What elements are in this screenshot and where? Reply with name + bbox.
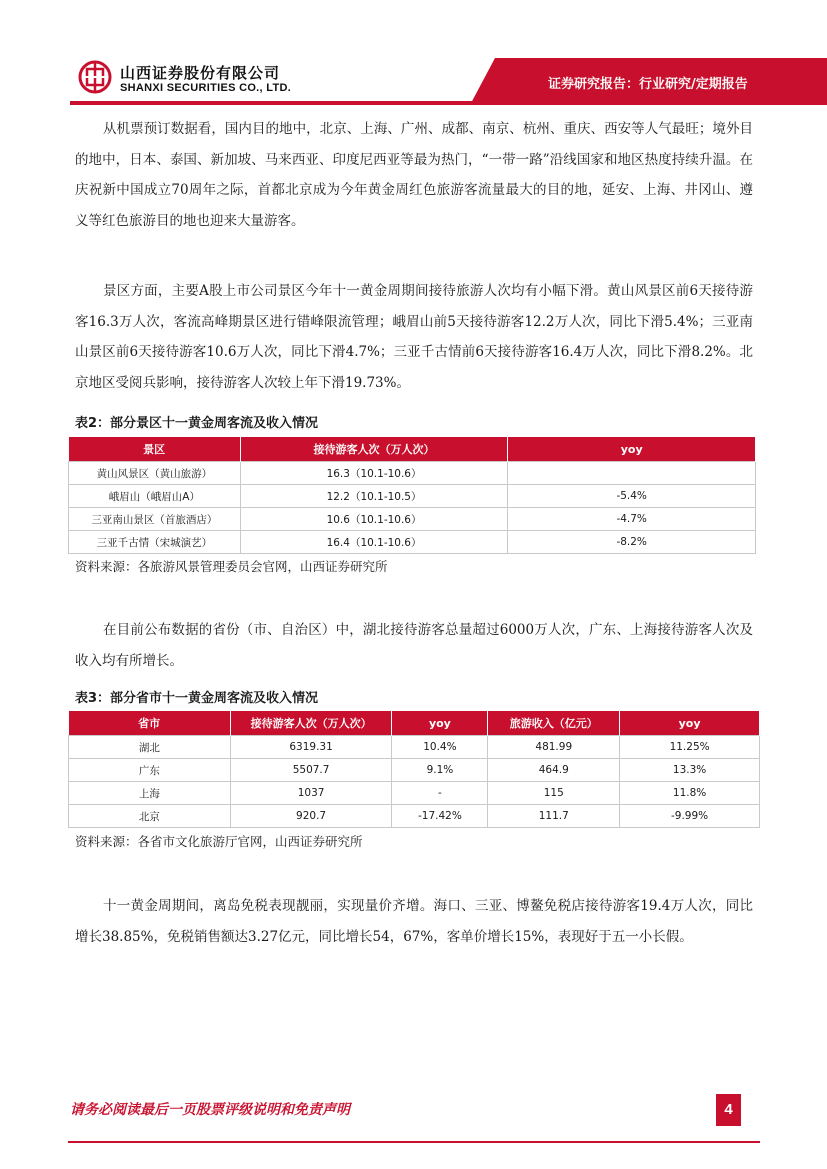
table-cell: 111.7 (488, 805, 620, 828)
table-header-cell: 旅游收入（亿元） (488, 711, 620, 736)
table-cell: 黄山风景区（黄山旅游） (69, 462, 241, 485)
table-cell: 1037 (230, 782, 392, 805)
table-cell: 峨眉山（峨眉山A） (69, 485, 241, 508)
table-header-cell: 接待游客人次（万人次） (240, 437, 508, 462)
table-cell: -5.4% (508, 485, 756, 508)
footer-divider (68, 1141, 760, 1143)
table-header-cell: yoy (508, 437, 756, 462)
table-cell: -9.99% (620, 805, 760, 828)
province-table (68, 711, 760, 828)
paragraph-scenic-spots: 景区方面，主要A股上市公司景区今年十一黄金周期间接待旅游人次均有小幅下滑。黄山风景区前6天接待游客16.3万人次，客流高峰期景区进行错峰限流管理；峨眉山前5天接待游客12.2万人次，同比下滑5.4%；三亚南山景区前6天接待游客10.6万人次，同比下滑4.7%；三亚千古情前6天接待游客16.4万人次，同比下滑8.2%。北京地区受阅兵影响，接待游客人次较上年下滑19.73%。 (75, 283, 753, 391)
table-row (69, 531, 756, 554)
table-cell: 11.25% (620, 736, 760, 759)
table-row (69, 462, 756, 485)
table-header-cell: 省市 (69, 711, 231, 736)
table3-source: 资料来源：各省市文化旅游厅官网，山西证券研究所 (75, 834, 363, 849)
table-header-row (69, 437, 756, 462)
table-cell: 三亚千古情（宋城演艺） (69, 531, 241, 554)
table-row (69, 782, 760, 805)
table-cell: 115 (488, 782, 620, 805)
table-header-cell: 接待游客人次（万人次） (230, 711, 392, 736)
table-cell: 10.4% (392, 736, 488, 759)
company-logo-icon (78, 60, 112, 94)
table-header-cell: yoy (392, 711, 488, 736)
table-cell: 6319.31 (230, 736, 392, 759)
table-header-row (69, 711, 760, 736)
table3-caption: 表3：部分省市十一黄金周客流及收入情况 (75, 691, 319, 706)
table2-source: 资料来源：各旅游风景管理委员会官网，山西证券研究所 (75, 559, 388, 574)
table-cell: 上海 (69, 782, 231, 805)
table-cell: 北京 (69, 805, 231, 828)
table-cell: 10.6（10.1-10.6） (240, 508, 508, 531)
table-cell: 湖北 (69, 736, 231, 759)
table-cell: 广东 (69, 759, 231, 782)
table-cell (508, 462, 756, 485)
paragraph-duty-free: 十一黄金周期间，离岛免税表现靓丽，实现量价齐增。海口、三亚、博鳌免税店接待游客19.4万人次，同比增长38.85%，免税销售额达3.27亿元，同比增长54，67%，客单价增长15%，表现好于五一小长假。 (75, 898, 753, 945)
paragraph-destinations: 从机票预订数据看，国内目的地中，北京、上海、广州、成都、南京、杭州、重庆、西安等人气最旺；境外目的地中，日本、泰国、新加坡、马来西亚、印度尼西亚等最为热门，“一带一路”沿线国家和地区热度持续升温。在庆祝新中国成立70周年之际，首都北京成为今年黄金周红色旅游客流量最大的目的地，延安、上海、井冈山、遵义等红色旅游目的地也迎来大量游客。 (75, 121, 753, 229)
table-cell: - (392, 782, 488, 805)
table-cell: 9.1% (392, 759, 488, 782)
table-row (69, 759, 760, 782)
table-row (69, 805, 760, 828)
table-row (69, 508, 756, 531)
table-cell: 481.99 (488, 736, 620, 759)
table-cell: 13.3% (620, 759, 760, 782)
table-cell: 16.3（10.1-10.6） (240, 462, 508, 485)
company-name-cn: 山西证券股份有限公司 (120, 64, 281, 82)
table-header-cell: 景区 (69, 437, 241, 462)
table-cell: 11.8% (620, 782, 760, 805)
table-cell: 三亚南山景区（首旅酒店） (69, 508, 241, 531)
table-cell: -8.2% (508, 531, 756, 554)
table-cell: -4.7% (508, 508, 756, 531)
table-cell: 16.4（10.1-10.6） (240, 531, 508, 554)
table-cell: 920.7 (230, 805, 392, 828)
table-header-cell: yoy (620, 711, 760, 736)
company-name-en: SHANXI SECURITIES CO., LTD. (120, 82, 292, 94)
scenic-spot-table (68, 437, 756, 554)
table2-caption: 表2：部分景区十一黄金周客流及收入情况 (75, 416, 319, 431)
report-type-title: 证券研究报告：行业研究/定期报告 (548, 77, 748, 92)
table-row (69, 736, 760, 759)
table-cell: 464.9 (488, 759, 620, 782)
footer-disclaimer: 请务必阅读最后一页股票评级说明和免责声明 (70, 1102, 350, 1118)
page-header (0, 0, 827, 105)
table-cell: -17.42% (392, 805, 488, 828)
table-cell: 5507.7 (230, 759, 392, 782)
table-cell: 12.2（10.1-10.5） (240, 485, 508, 508)
table-row (69, 485, 756, 508)
page-number: 4 (716, 1094, 741, 1126)
paragraph-provinces: 在目前公布数据的省份（市、自治区）中，湖北接待游客总量超过6000万人次，广东、上海接待游客人次及收入均有所增长。 (75, 622, 753, 669)
